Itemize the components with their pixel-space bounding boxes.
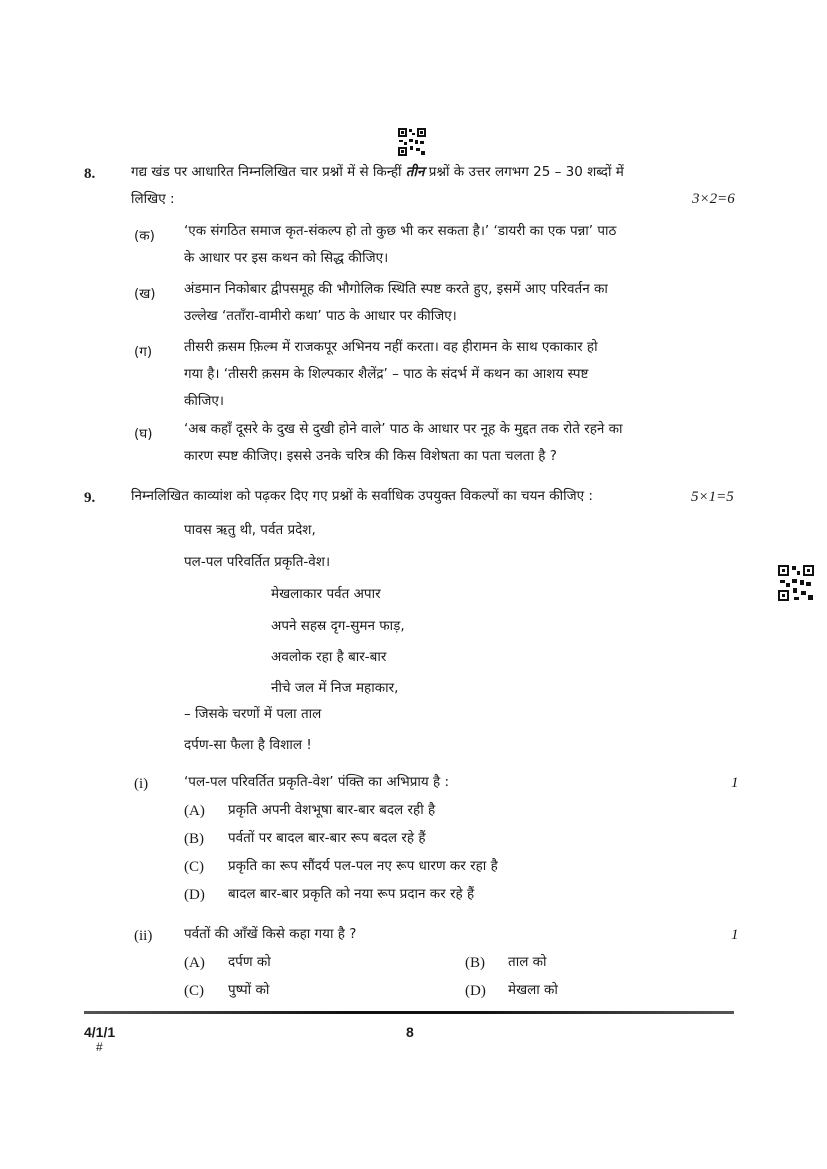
q9-sub2-marks: 1	[731, 927, 739, 943]
q8-part-ka-line1: ‘एक संगठित समाज कृत-संकल्प हो तो कुछ भी कर सकता है।’ ‘डायरी का एक पन्ना’ पाठ	[184, 223, 617, 239]
q8-part-kha	[184, 276, 724, 330]
q8-part-ga-line1: तीसरी क़सम फ़िल्म में राजकपूर अभिनय नहीं करता। वह हीरामन के साथ एकाकार हो	[184, 339, 598, 355]
poem-line-4: अपने सहस्र दृग-सुमन फाड़,	[271, 618, 405, 634]
page-number: 8	[406, 1024, 414, 1040]
q9-sub1-option-c: प्रकृति का रूप सौंदर्य पल-पल नए रूप धारण कर रहा है	[228, 858, 498, 874]
q9-sub2-option-b-label: (B)	[465, 955, 485, 971]
q8-part-ga-label: (ग)	[134, 344, 153, 360]
q8-part-ga-line2: गया है। ‘तीसरी क़सम के शिल्पकार शैलेंद्र’ – पाठ के संदर्भ में कथन का आशय स्पष्ट	[184, 366, 589, 382]
q9-sub1-option-b: पर्वतों पर बादल बार-बार रूप बदल रहे हैं	[228, 830, 426, 846]
q8-marks: 3×2=6	[692, 191, 735, 207]
q8-text-line2: लिखिए :	[131, 191, 175, 207]
q9-sub2-label: (ii)	[134, 928, 153, 944]
q8-part-kha-label: (ख)	[134, 286, 156, 302]
q9-sub2-option-d-label: (D)	[465, 983, 486, 999]
q9-marks: 5×1=5	[691, 489, 734, 505]
q8-part-ka-label: (क)	[134, 228, 155, 244]
q9-sub2-text: पर्वतों की आँखें किसे कहा गया है ?	[184, 926, 357, 942]
q9-sub1-option-b-label: (B)	[184, 831, 204, 847]
q9-sub2-option-c-label: (C)	[184, 983, 204, 999]
poem-line-5: अवलोक रहा है बार-बार	[271, 649, 387, 665]
poem-line-6: नीचे जल में निज महाकार,	[271, 680, 399, 696]
q8-part-ga	[184, 334, 724, 415]
q8-part-gha-line1: ‘अब कहाँ दूसरे के दुख से दुखी होने वाले’ पाठ के आधार पर नूह के मुद्दत तक रोते रहने का	[184, 421, 623, 437]
q8-text	[131, 159, 741, 186]
q9-sub1-option-a: प्रकृति अपनी वेशभूषा बार-बार बदल रही है	[228, 802, 436, 818]
poem-line-8: दर्पण-सा फैला है विशाल !	[184, 737, 312, 753]
qr-code-side	[777, 564, 815, 602]
q8-part-ga-line3: कीजिए।	[184, 393, 224, 409]
q9-sub1-marks: 1	[731, 775, 739, 791]
q9-sub1-option-c-label: (C)	[184, 859, 204, 875]
q8-part-kha-line1: अंडमान निकोबार द्वीपसमूह की भौगोलिक स्थिति स्पष्ट करते हुए, इसमें आए परिवर्तन का	[184, 281, 608, 297]
q8-text-emphasis: तीन	[405, 164, 425, 180]
poem-line-2: पल-पल परिवर्तित प्रकृति-वेश।	[184, 554, 331, 570]
q8-part-gha-line2: कारण स्पष्ट कीजिए। इससे उनके चरित्र की किस विशेषता का पता चलता है ?	[184, 448, 557, 464]
q9-sub2-option-a-label: (A)	[184, 955, 205, 971]
q9-sub1-option-d: बादल बार-बार प्रकृति को नया रूप प्रदान कर रहे हैं	[228, 886, 475, 902]
q9-number: 9.	[84, 490, 96, 506]
q9-sub2-option-a: दर्पण को	[228, 954, 271, 970]
footer-code: 4/1/1	[84, 1024, 116, 1040]
q9-sub1-text: ‘पल-पल परिवर्तित प्रकृति-वेश’ पंक्ति का अभिप्राय है :	[184, 774, 449, 790]
q8-part-kha-line2: उल्लेख ‘तताँरा-वामीरो कथा’ पाठ के आधार पर कीजिए।	[184, 308, 457, 324]
q9-sub2-option-c: पुष्पों को	[228, 982, 270, 998]
q9-text: निम्नलिखित काव्यांश को पढ़कर दिए गए प्रश्नों के सर्वाधिक उपयुक्त विकल्पों का चयन कीजिए :	[131, 488, 593, 504]
q8-text-part1: गद्य खंड पर आधारित निम्नलिखित चार प्रश्नों में से किन्हीं	[131, 164, 402, 180]
poem-line-1: पावस ऋतु थी, पर्वत प्रदेश,	[184, 522, 316, 538]
q8-part-ka	[184, 218, 724, 272]
q9-sub1-option-d-label: (D)	[184, 887, 205, 903]
q8-part-gha-label: (घ)	[134, 426, 153, 442]
q9-sub2-option-b: ताल को	[508, 954, 547, 970]
q9-sub1-option-a-label: (A)	[184, 803, 205, 819]
q9-sub1-label: (i)	[134, 776, 149, 792]
q8-part-gha	[184, 416, 724, 470]
q8-text-part2: प्रश्नों के उत्तर लगभग 25 – 30 शब्दों में	[428, 164, 624, 180]
poem-line-3: मेखलाकार पर्वत अपार	[271, 586, 381, 602]
footer-hash: #	[96, 1040, 103, 1054]
qr-code-top	[397, 127, 427, 157]
q9-sub2-option-d: मेखला को	[508, 982, 558, 998]
q8-part-ka-line2: के आधार पर इस कथन को सिद्ध कीजिए।	[184, 250, 389, 266]
footer-rule	[84, 1011, 734, 1014]
poem-line-7: – जिसके चरणों में पला ताल	[184, 706, 322, 722]
q8-number: 8.	[84, 166, 96, 182]
